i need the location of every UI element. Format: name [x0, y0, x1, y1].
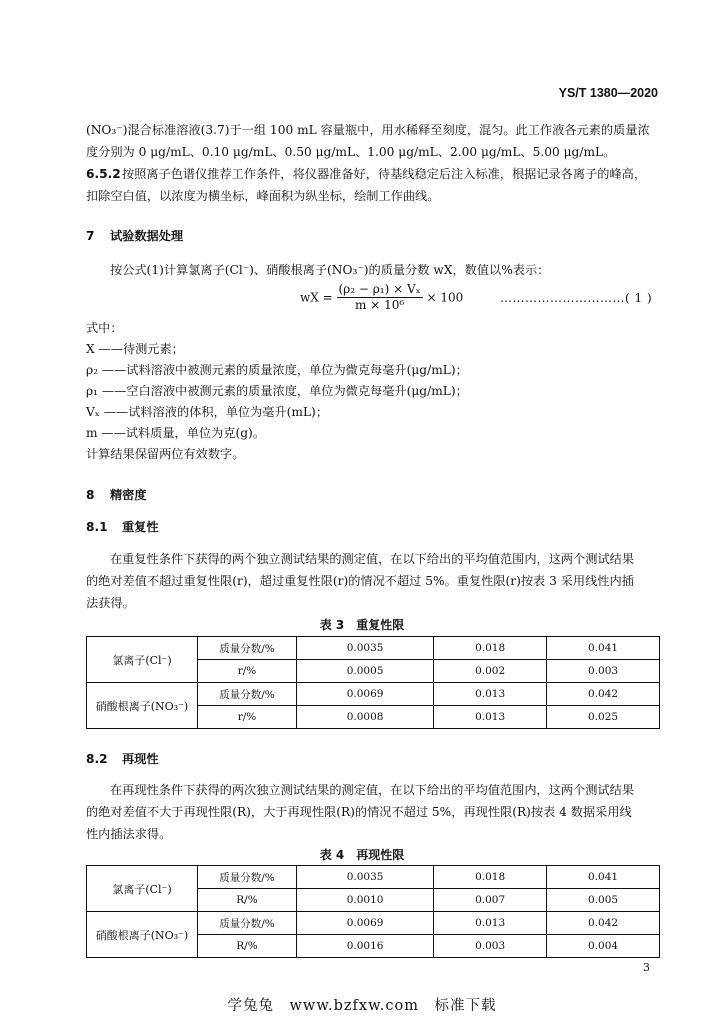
- table-3-caption: 表 3 重复性限: [319, 618, 405, 632]
- definition-item: X ——待测元素；: [86, 342, 184, 356]
- where-label: 式中：: [86, 321, 123, 335]
- section-8-2-heading: [86, 750, 159, 767]
- paragraph-line: 性内插法求得。: [86, 827, 172, 841]
- table-cell: 0.003: [434, 935, 547, 958]
- table-cell: 0.004: [547, 935, 660, 958]
- section-number: 6.5.2: [86, 167, 121, 181]
- table-4-reproducibility: [86, 865, 660, 958]
- table-cell: 0.0005: [297, 660, 434, 683]
- table-cell: 0.041: [547, 866, 660, 889]
- formula-lhs: wX =: [300, 290, 337, 305]
- group-label: 硝酸根离子(NO₃⁻): [87, 683, 198, 729]
- row-label: 质量分数/%: [198, 683, 297, 706]
- definition-item: Vₓ ——试料溶液的体积，单位为毫升(mL)；: [86, 405, 329, 419]
- section-number: 7: [86, 229, 95, 243]
- row-label: r/%: [198, 660, 297, 683]
- row-label: R/%: [198, 935, 297, 958]
- table-row: [87, 683, 660, 706]
- paragraph-line: 在重复性条件下获得的两个独立测试结果的测定值，在以下给出的平均值范围内，这两个测试结果: [110, 552, 635, 566]
- table-cell: 0.018: [434, 866, 547, 889]
- definition-item: m ——试料质量，单位为克(g)。: [86, 426, 265, 440]
- row-label: 质量分数/%: [198, 912, 297, 935]
- paragraph-line: 扣除空白值，以浓度为横坐标，峰面积为纵坐标，绘制工作曲线。: [86, 189, 440, 203]
- watermark-footer: 学兔兔 www.bzfxw.com 标准下载: [227, 998, 497, 1014]
- table-cell: 0.0069: [297, 683, 434, 706]
- formula-definitions: [86, 318, 468, 465]
- table-cell: 0.0035: [297, 637, 434, 660]
- table-4-caption: 表 4 再现性限: [319, 848, 405, 862]
- section-7-heading: [86, 227, 183, 244]
- paragraph-line: 的绝对差值不大于再现性限(R)，大于再现性限(R)的情况不超过 5%，再现性限(R)按表 4 数据采用线: [86, 805, 632, 819]
- result-note: 计算结果保留两位有效数字。: [86, 447, 245, 461]
- table-cell: 0.013: [434, 706, 547, 729]
- section-title: 精密度: [110, 488, 147, 502]
- section-number: 8.1: [86, 520, 108, 534]
- group-label: 氯离子(Cl⁻): [87, 866, 198, 912]
- table-cell: 0.002: [434, 660, 547, 683]
- table-cell: 0.0008: [297, 706, 434, 729]
- equation-number: …………………………( 1 ): [500, 291, 653, 305]
- formula-1: [300, 282, 463, 313]
- paragraph-line: 的绝对差值不超过重复性限(r)，超过重复性限(r)的情况不超过 5%。重复性限(r)按表 3 采用线性内插: [86, 574, 634, 588]
- table-cell: 0.0016: [297, 935, 434, 958]
- table-cell: 0.0069: [297, 912, 434, 935]
- table-cell: 0.013: [434, 683, 547, 706]
- table-cell: 0.007: [434, 889, 547, 912]
- table-row: [87, 637, 660, 660]
- section-6-5-2: [86, 163, 660, 207]
- table-cell: 0.003: [547, 660, 660, 683]
- formula-fraction: [337, 282, 423, 313]
- section-6-5-1-continued: [86, 119, 660, 163]
- formula-numerator: (ρ₂ − ρ₁) × Vₓ: [338, 282, 421, 296]
- table-3-repeatability: [86, 636, 660, 729]
- row-label: R/%: [198, 889, 297, 912]
- paragraph-line: 度分别为 0 μg/mL、0.10 μg/mL、0.50 μg/mL、1.00 μg/mL、2.00 μg/mL、5.00 μg/mL。: [86, 145, 616, 159]
- section-title: 试验数据处理: [110, 229, 184, 243]
- page-number: 3: [643, 961, 650, 974]
- table-cell: 0.013: [434, 912, 547, 935]
- table-cell: 0.0010: [297, 889, 434, 912]
- standard-code: YS/T 1380—2020: [558, 86, 658, 100]
- table-row: [87, 912, 660, 935]
- section-8-1-body: [86, 548, 660, 614]
- group-label: 硝酸根离子(NO₃⁻): [87, 912, 198, 958]
- table-cell: 0.042: [547, 683, 660, 706]
- paragraph-line: 法获得。: [86, 596, 135, 610]
- section-8-heading: [86, 486, 147, 503]
- group-label: 氯离子(Cl⁻): [87, 637, 198, 683]
- section-number: 8.2: [86, 752, 108, 766]
- section-7-intro: 按公式(1)计算氯离子(Cl⁻)、硝酸根离子(NO₃⁻)的质量分数 wX，数值以%表示：: [110, 263, 550, 277]
- paragraph-line: (NO₃⁻)混合标准溶液(3.7)于一组 100 mL 容量瓶中，用水稀释至刻度，混匀。此工作液各元素的质量浓: [86, 123, 650, 137]
- table-cell: 0.005: [547, 889, 660, 912]
- table-row: [87, 866, 660, 889]
- paragraph-line: 按照离子色谱仪推荐工作条件，将仪器准备好，待基线稳定后注入标准，根据记录各离子的峰高，: [122, 167, 647, 181]
- table-cell: 0.025: [547, 706, 660, 729]
- definition-item: ρ₁ ——空白溶液中被测元素的质量浓度，单位为微克每毫升(μg/mL)；: [86, 384, 468, 398]
- paragraph-line: 在再现性条件下获得的两次独立测试结果的测定值，在以下给出的平均值范围内，这两个测试结果: [110, 783, 635, 797]
- formula-tail: × 100: [422, 290, 464, 305]
- section-8-1-heading: [86, 518, 159, 535]
- section-title: 再现性: [122, 752, 159, 766]
- table-cell: 0.0035: [297, 866, 434, 889]
- table-cell: 0.042: [547, 912, 660, 935]
- formula-denominator: m × 10⁶: [355, 298, 405, 312]
- row-label: r/%: [198, 706, 297, 729]
- table-cell: 0.018: [434, 637, 547, 660]
- row-label: 质量分数/%: [198, 637, 297, 660]
- section-title: 重复性: [122, 520, 159, 534]
- section-8-2-body: [86, 779, 660, 845]
- definition-item: ρ₂ ——试料溶液中被测元素的质量浓度，单位为微克每毫升(μg/mL)；: [86, 363, 468, 377]
- row-label: 质量分数/%: [198, 866, 297, 889]
- section-number: 8: [86, 488, 95, 502]
- table-cell: 0.041: [547, 637, 660, 660]
